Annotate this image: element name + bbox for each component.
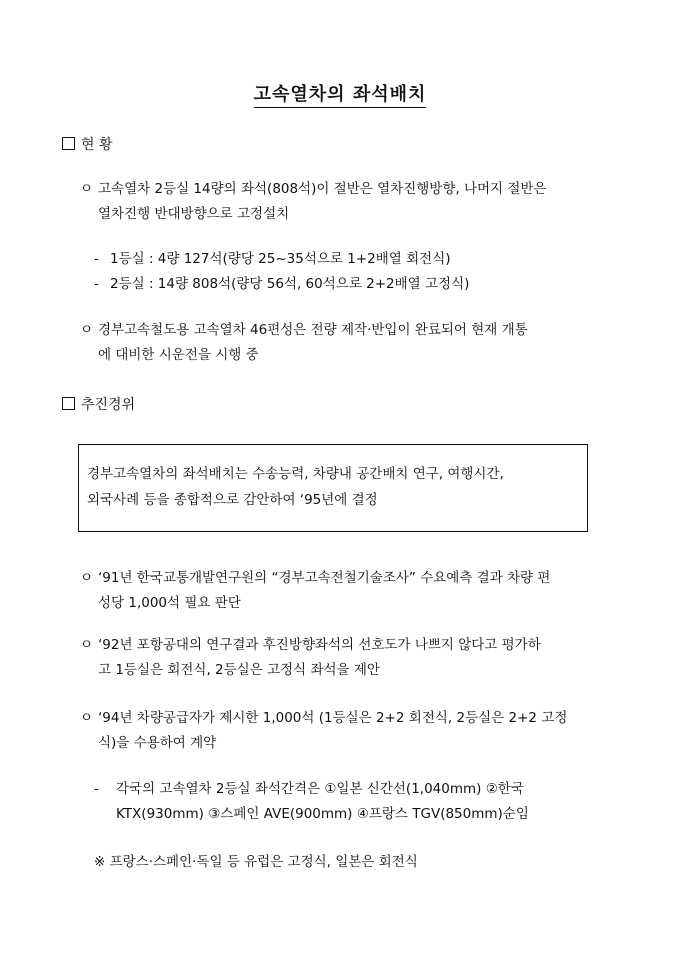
- circle-bullet: ㅇ: [80, 181, 94, 197]
- circle-bullet: ㅇ: [80, 637, 94, 653]
- summary-box: 경부고속열차의 좌석배치는 수송능력, 차량내 공간배치 연구, 여행시간, 외국사례 등을 종합적으로 감안하여 ‘95년에 결정: [78, 444, 588, 532]
- checkbox-square-icon: [62, 397, 75, 410]
- status-item-1: ㅇ 고속열차 2등실 14량의 좌석(808석)이 절반은 열차진행방향, 나머지 절반은 열차진행 반대방향으로 고정설치: [80, 177, 640, 227]
- status-item-4: ㅇ 경부고속철도용 고속열차 46편성은 전량 제작·반입이 완료되어 현재 개통 에 대비한 시운전을 시행 중: [80, 318, 640, 368]
- circle-bullet: ㅇ: [80, 710, 94, 726]
- circle-bullet: ㅇ: [80, 322, 94, 338]
- history-item-2: ㅇ ‘92년 포항공대의 연구결과 후진방향좌석의 선호도가 나쁘지 않다고 평가하 고 1등실은 회전식, 2등실은 고정식 좌석을 제안: [80, 633, 640, 683]
- status-item-2: - 1등실 : 4량 127석(량당 25~35석으로 1+2배열 회전식): [94, 247, 634, 272]
- history-item-4: - 각국의 고속열차 2등실 좌석간격은 ①일본 신간선(1,040mm) ②한국 KTX(930mm) ③스페인 AVE(900mm) ④프랑스 TGV(850mm)순임: [94, 777, 640, 827]
- section-heading-status: 현 황: [62, 134, 113, 154]
- footnote: ※ 프랑스·스페인·독일 등 유럽은 고정식, 일본은 회전식: [94, 854, 418, 870]
- history-item-1: ㅇ ‘91년 한국교통개발연구원의 “경부고속전철기술조사” 수요예측 결과 차량 편 성당 1,000석 필요 판단: [80, 566, 640, 616]
- document-title: 고속열차의 좌석배치: [0, 80, 680, 106]
- circle-bullet: ㅇ: [80, 570, 94, 586]
- status-item-3: - 2등실 : 14량 808석(량당 56석, 60석으로 2+2배열 고정식): [94, 272, 634, 297]
- checkbox-square-icon: [62, 137, 75, 150]
- dash-bullet: -: [94, 251, 99, 267]
- dash-bullet: -: [94, 276, 99, 292]
- section-heading-history: 추진경위: [62, 394, 135, 414]
- history-item-3: ㅇ ‘94년 차량공급자가 제시한 1,000석 (1등실은 2+2 회전식, 2등실은 2+2 고정 식)을 수용하여 계약: [80, 706, 640, 756]
- dash-bullet: -: [94, 781, 99, 797]
